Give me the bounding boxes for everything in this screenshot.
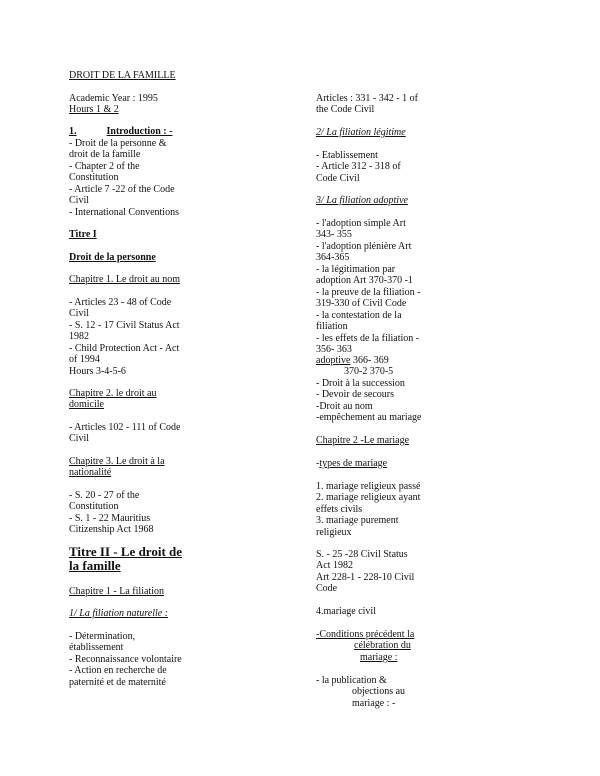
chapitre-filiation-heading: Chapitre 1 - La filiation	[69, 586, 164, 597]
titre-ii-heading-line2: la famille	[69, 558, 121, 573]
adoptive-item: filiation	[316, 321, 348, 332]
intro-title: Introduction : -	[106, 126, 173, 137]
intro-item: - Article 7 -22 of the Code	[69, 184, 175, 195]
adoptive-item: - la légitimation par	[316, 264, 396, 275]
mariage-civil: 4.mariage civil	[316, 606, 376, 617]
types-item: effets civils	[316, 504, 363, 515]
articles-line: the Code Civil	[316, 104, 375, 115]
civil-status-item: Code	[316, 583, 338, 594]
naturelle-item: - Reconnaissance volontaire	[69, 654, 182, 665]
intro-number: 1.	[69, 126, 77, 137]
chapitre-2-title: -Le mariage	[360, 435, 410, 446]
adoptive-item: - Devoir de secours	[316, 389, 395, 400]
filiation-legitime-heading: 2/ La filiation légitime	[316, 127, 406, 138]
chap1-item: Civil	[69, 308, 90, 319]
naturelle-item: établissement	[69, 642, 124, 653]
adoptive-item: adoption Art 370-370 -1	[316, 275, 413, 286]
adoptive-item: 319-330 of Civil Code	[316, 298, 407, 309]
hours-3-6: Hours 3-4-5-6	[69, 366, 126, 377]
intro-item: - Droit de la personne &	[69, 138, 167, 149]
types-prefix: -	[316, 458, 320, 469]
chapitre-2-prefix: Chapitre 2	[316, 435, 361, 446]
chap1-item: of 1994	[69, 354, 100, 365]
adoptive-item: - l'adoption simple Art	[316, 218, 406, 229]
types-item: 3. mariage purement	[316, 515, 399, 526]
chap2-item: - Articles 102 - 111 of Code	[69, 422, 181, 433]
naturelle-item: - Détermination,	[69, 631, 136, 642]
publication-line1: - la publication &	[316, 675, 387, 686]
adoptive-sub-articles: 370-2 370-5	[344, 366, 394, 377]
intro-item: Civil	[69, 195, 90, 206]
chap2-item: Civil	[69, 433, 90, 444]
chapitre-2-mariage-heading	[316, 435, 409, 447]
intro-item: Constitution	[69, 172, 119, 183]
chap1-item: - Child Protection Act - Act	[69, 343, 180, 354]
intro-item: droit de la famille	[69, 149, 141, 160]
adoptive-item: - l'adoption plénière Art	[316, 241, 412, 252]
civil-status-item: Art 228-1 - 228-10 Civil	[316, 572, 415, 583]
filiation-adoptive-heading: 3/ La filiation adoptive	[316, 195, 408, 206]
adoptive-item: -empêchement au mariage	[316, 412, 422, 423]
droit-personne-heading: Droit de la personne	[69, 252, 156, 263]
chapitre-1-heading: Chapitre 1. Le droit au nom	[69, 274, 181, 285]
chap1-item: - S. 12 - 17 Civil Status Act	[69, 320, 180, 331]
types-item: 1. mariage religieux passé	[316, 481, 421, 492]
types-mariage-heading	[316, 458, 387, 470]
chap3-item: Citizenship Act 1968	[69, 524, 154, 535]
adoptive-item: -Droit au nom	[316, 401, 373, 412]
types-item: religieux	[316, 527, 352, 538]
hours-1-2: Hours 1 & 2	[69, 104, 119, 115]
publication-line2: objections au	[352, 686, 406, 697]
intro-item: - Chapter 2 of the	[69, 161, 140, 172]
adoptive-word: adoptive	[316, 355, 351, 366]
intro-heading	[69, 126, 172, 138]
types-item: 2. mariage religieux ayant	[316, 492, 421, 503]
adoptive-item: 356- 363	[316, 344, 352, 355]
conditions-heading-line3: mariage :	[360, 652, 398, 663]
civil-status-item: S. - 25 -28 Civil Status	[316, 549, 408, 560]
chap3-item: - S. 1 - 22 Mauritius	[69, 513, 151, 524]
adoptive-item: 364-365	[316, 252, 350, 263]
conditions-heading-line2: célébration du	[354, 640, 411, 651]
adoptive-item: 343- 355	[316, 229, 352, 240]
naturelle-item: paternité et de maternité	[69, 677, 166, 688]
adoptive-item: - la contestation de la	[316, 310, 402, 321]
legitime-item: Code Civil	[316, 173, 360, 184]
chap1-item: 1982	[69, 331, 89, 342]
legitime-item: - Etablissement	[316, 150, 378, 161]
naturelle-item: - Action en recherche de	[69, 665, 167, 676]
adoptive-range-line	[316, 355, 389, 367]
civil-status-item: Act 1982	[316, 560, 353, 571]
chap1-item: - Articles 23 - 48 of Code	[69, 297, 172, 308]
types-title: types de mariage	[319, 458, 388, 469]
adoptive-item: - Droit à la succession	[316, 378, 405, 389]
titre-i-heading: Titre I	[69, 229, 97, 240]
chapitre-3-heading-line1: Chapitre 3. Le droit à la	[69, 456, 165, 467]
chap3-item: - S. 20 - 27 of the	[69, 490, 140, 501]
document-title: DROIT DE LA FAMILLE	[69, 70, 176, 81]
legitime-item: - Article 312 - 318 of	[316, 161, 401, 172]
chap3-item: Constitution	[69, 501, 119, 512]
adoptive-item: - les effets de la filiation -	[316, 333, 420, 344]
publication-line3: mariage : -	[352, 698, 396, 709]
conditions-heading-line1: -Conditions précédent la	[316, 629, 415, 640]
adoptive-item: - la preuve de la filiation -	[316, 287, 421, 298]
academic-year: Academic Year : 1995	[69, 93, 158, 104]
chapitre-2-heading-line2: domicile	[69, 399, 104, 410]
titre-ii-heading-line1: Titre II - Le droit de	[69, 544, 183, 559]
chapitre-2-heading-line1: Chapitre 2. le droit au	[69, 388, 157, 399]
chapitre-3-heading-line2: nationalité	[69, 467, 112, 478]
intro-item: - International Conventions	[69, 207, 179, 218]
articles-line: Articles : 331 - 342 - 1 of	[316, 93, 418, 104]
filiation-naturelle-heading: 1/ La filiation naturelle :	[69, 608, 169, 619]
adoptive-range: 366- 369	[350, 355, 389, 366]
